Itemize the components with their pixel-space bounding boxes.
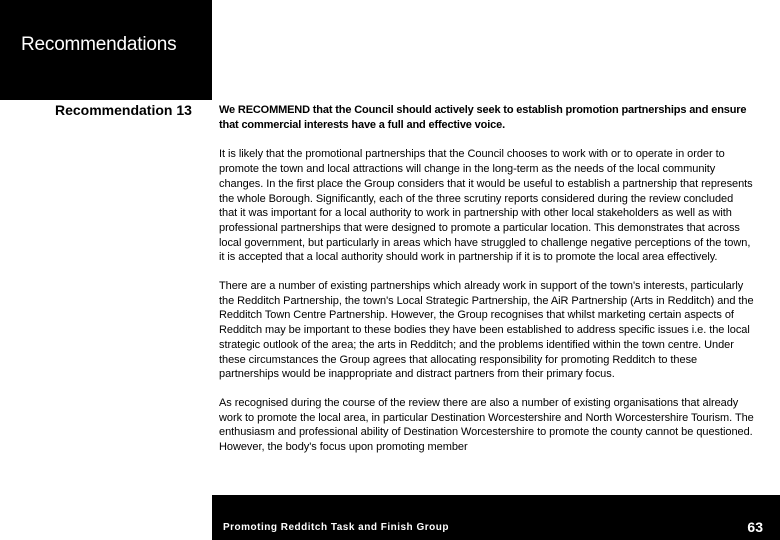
footer-group-name: Promoting Redditch Task and Finish Group <box>223 522 449 533</box>
body-paragraph-3: As recognised during the course of the review there are also a number of existing organisations that already work to promote the local area, in particular Destination Worcestershire and North Worcestershire Tourism. The enthusiasm and professional ability of Destination Worcestershire to promote the county cannot be questioned. However, the body's focus upon promoting member <box>219 396 754 454</box>
body-paragraph-2: There are a number of existing partnerships which already work in support of the town's interests, particularly the Redditch Partnership, the town's Local Strategic Partnership, the AiR Partnership (Arts in Redditch) and the Redditch Town Centre Partnership. However, the Group recognises that whilst marketing certain aspects of Redditch may be important to these bodies they have been established to address specific issues i.e. the local strategic outlook of the area; the arts in Redditch; and the problems identified within the town centre. Under these circumstances the Group agrees that allocating responsibility for promoting Redditch to these partnerships would be inappropriate and distract partners from their primary focus. <box>219 280 754 381</box>
page-number: 63 <box>747 519 763 535</box>
body-paragraph-1: It is likely that the promotional partnerships that the Council chooses to work with or to operate in order to promote the town and local attractions will change in the long-term as the needs of the local community changes. In the first place the Group considers that it would be useful to establish a partnership that represents the whole Borough. Significantly, each of the three scrutiny reports considered during the review concluded that it was important for a local authority to work in partnership with other local stakeholders as well as with professional partnerships that were designed to promote a particular location. This demonstrates that across local government, but particularly in areas which have struggled to challenge negative perceptions of the town, it is accepted that a local authority should work in partnership if it is to promote the local area effectively. <box>219 148 753 264</box>
footer-bar <box>212 495 780 540</box>
header-block <box>0 0 212 100</box>
page-title: Recommendations <box>21 34 177 55</box>
recommendation-label: Recommendation 13 <box>55 102 192 118</box>
main-content <box>219 103 754 469</box>
recommendation-text: We RECOMMEND that the Council should actively seek to establish promotion partnerships and ensure that commercial interests have a full and effective voice. <box>219 104 747 131</box>
